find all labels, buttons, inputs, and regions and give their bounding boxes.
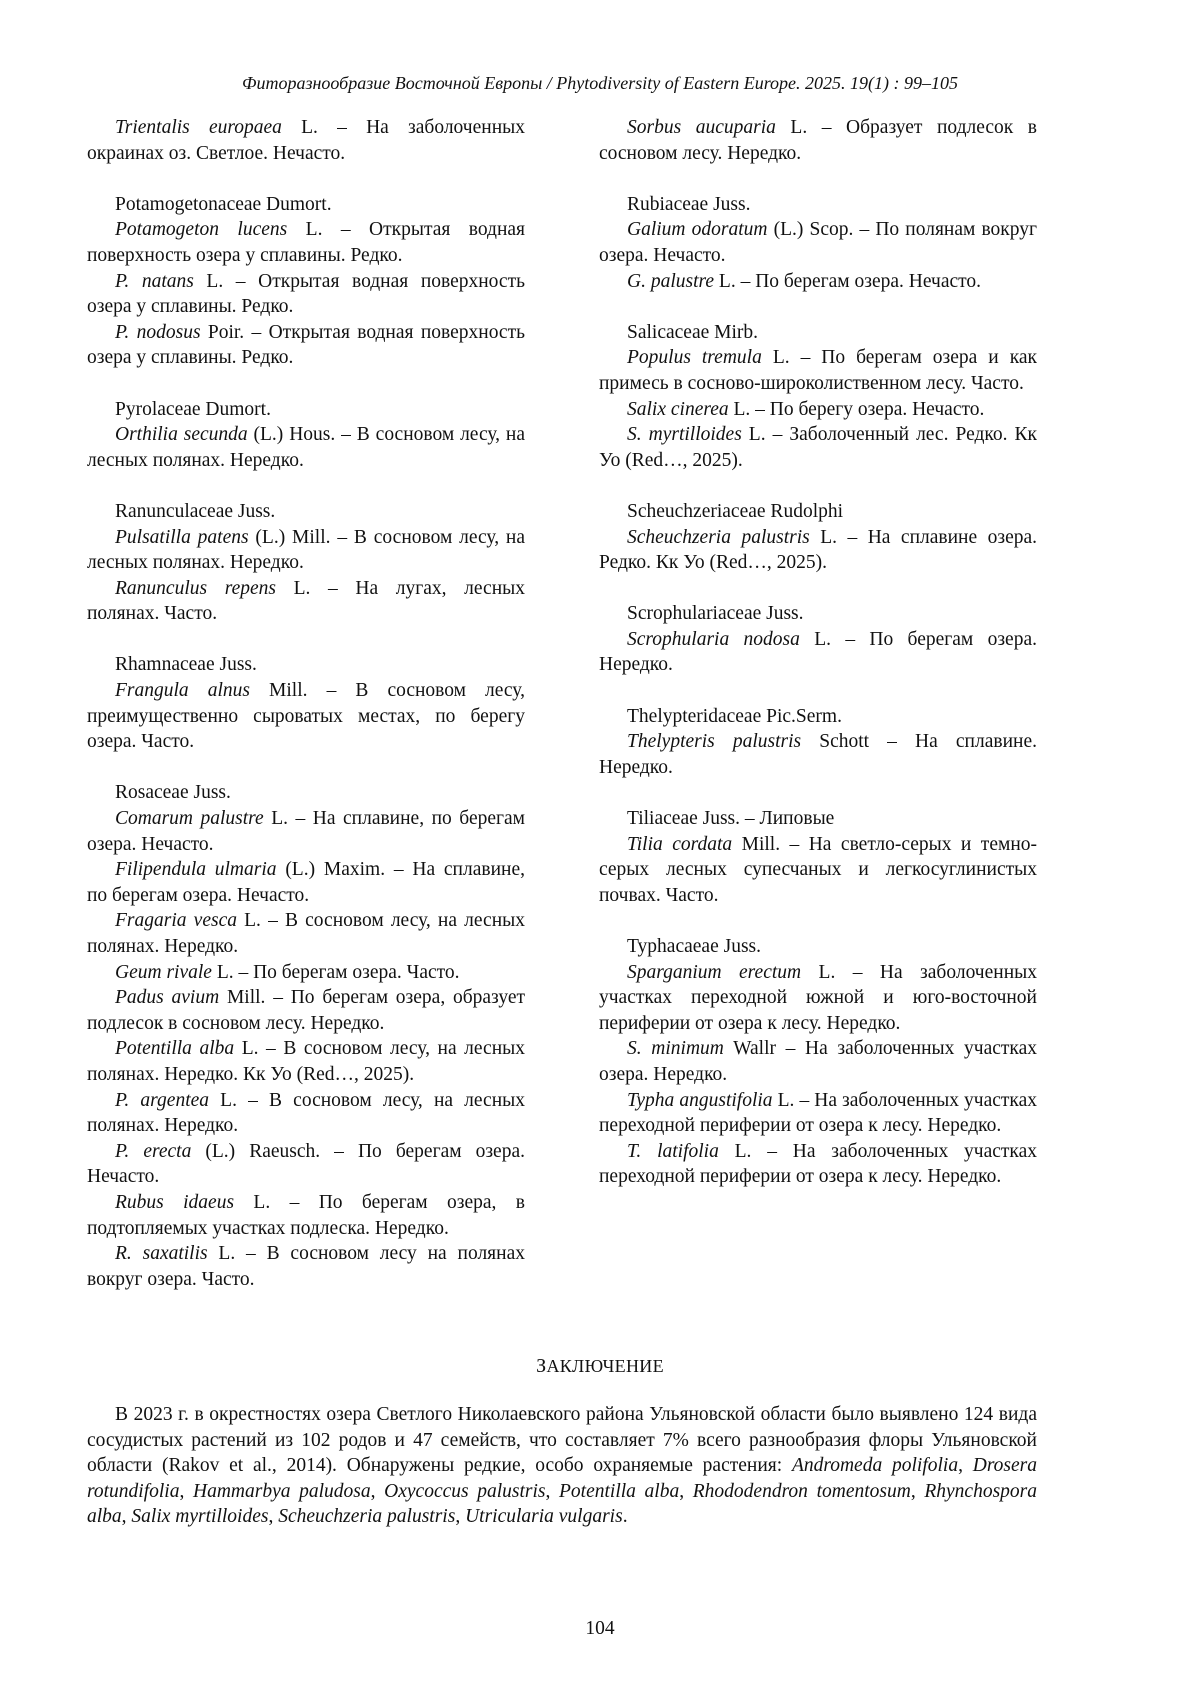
species-entry xyxy=(87,115,525,166)
species-name: Rubus idaeus xyxy=(115,1192,234,1213)
list-separator: , xyxy=(455,1506,465,1527)
species-name: Typha angustifolia xyxy=(627,1090,773,1111)
species-description: L. – Открытая водная поверхность озера у сплавины. Редко. xyxy=(87,271,525,318)
species-description: L. – По берегам озера. Нечасто. xyxy=(714,271,981,292)
family-heading: Thelypteridaceae Pic.Serm. xyxy=(599,704,1037,730)
family-heading: Scheuchzeriaceae Rudolphi xyxy=(599,499,1037,525)
species-description: L. – На заболоченных окраинах оз. Светлое. Нечасто. xyxy=(87,117,525,164)
species-entry xyxy=(87,576,525,627)
species-name: Orthilia secunda xyxy=(115,424,248,445)
species-entry xyxy=(87,908,525,959)
species-description: L. – На сплавине, по берегам озера. Нечасто. xyxy=(87,808,525,855)
species-description: L. – На лугах, лесных полянах. Часто. xyxy=(87,578,525,625)
species-entry xyxy=(599,422,1037,473)
family-heading: Rhamnaceae Juss. xyxy=(87,652,525,678)
page-number: 104 xyxy=(0,1618,1200,1640)
species-entry xyxy=(599,525,1037,576)
species-description: Wallr – На заболоченных участках озера. Нередко. xyxy=(599,1038,1037,1085)
species-name: Filipendula ulmaria xyxy=(115,859,277,880)
species-description: (L.) Mill. – В сосновом лесу, на лесных полянах. Нередко. xyxy=(87,527,525,574)
species-description: Mill. – По берегам озера, образует подлесок в сосновом лесу. Нередко. xyxy=(87,987,525,1034)
protected-species: Rhynchospora alba xyxy=(87,1481,1037,1528)
list-separator: , xyxy=(268,1506,278,1527)
species-name: Scrophularia nodosa xyxy=(627,629,800,650)
protected-species: Oxycoccus palustris xyxy=(384,1481,545,1502)
species-name: T. latifolia xyxy=(627,1141,719,1162)
species-name: G. palustre xyxy=(627,271,714,292)
species-name: Tilia cordata xyxy=(627,834,732,855)
species-entry xyxy=(599,115,1037,166)
species-entry xyxy=(87,525,525,576)
species-entry xyxy=(599,269,1037,295)
species-description: L. – На заболоченных участках переходной периферии от озера к лесу. Нередко. xyxy=(599,1141,1037,1188)
species-name: Scheuchzeria palustris xyxy=(627,527,810,548)
journal-header: Фиторазнообразие Восточной Европы / Phytodiversity of Eastern Europe. 2025. 19(1) : 99–105 xyxy=(0,71,1200,95)
spacer xyxy=(87,166,525,192)
species-name: Salix cinerea xyxy=(627,399,729,420)
species-entry xyxy=(87,1088,525,1139)
spacer xyxy=(87,473,525,499)
section-title-initial: З xyxy=(536,1355,546,1377)
spacer xyxy=(599,576,1037,602)
protected-species: Potentilla alba xyxy=(559,1481,679,1502)
species-entry xyxy=(87,857,525,908)
family-heading: Typhacaeae Juss. xyxy=(599,934,1037,960)
spacer xyxy=(599,166,1037,192)
species-description: (L.) Scop. – По полянам вокруг озера. Нечасто. xyxy=(599,219,1037,266)
family-heading: Potamogetonaceae Dumort. xyxy=(87,192,525,218)
species-description: L. – По берегам озера, в подтопляемых участках подлеска. Нередко. xyxy=(87,1192,525,1239)
list-separator: , xyxy=(546,1481,560,1502)
species-description: (L.) Raeusch. – По берегам озера. Нечасто. xyxy=(87,1141,525,1188)
section-title xyxy=(0,1355,1200,1378)
family-heading: Rosaceae Juss. xyxy=(87,780,525,806)
spacer xyxy=(599,294,1037,320)
species-description: L. – По берегам озера и как примесь в сосново-широколиственном лесу. Часто. xyxy=(599,347,1037,394)
species-name: Potamogeton lucens xyxy=(115,219,287,240)
species-description: L. – По берегам озера. Нередко. xyxy=(599,629,1037,676)
species-description: L. – В сосновом лесу, на лесных полянах. Нередко. xyxy=(87,910,525,957)
species-name: Sparganium erectum xyxy=(627,962,801,983)
species-description: Mill. – В сосновом лесу, преимущественно сыроватых местах, по берегу озера. Часто. xyxy=(87,680,525,752)
conclusion-text: В 2023 г. в окрестностях озера Светлого Николаевского района Ульяновской области было выявлено 124 вида сосудистых растений из 102 родов и 47 семейств, что составляет 7% всего разнообразия флоры Ульяновской области (Rakov et al., 2014). Обнаружены редкие, особо охраняемые растения: xyxy=(87,1404,1037,1476)
species-description: L. – Заболоченный лес. Редко. Кк Уо (Red…, 2025). xyxy=(599,424,1037,471)
protected-species: Scheuchzeria palustris xyxy=(278,1506,455,1527)
species-name: Frangula alnus xyxy=(115,680,250,701)
species-entry xyxy=(599,397,1037,423)
family-heading: Rubiaceae Juss. xyxy=(599,192,1037,218)
list-separator: , xyxy=(679,1481,693,1502)
species-entry xyxy=(87,422,525,473)
species-description: L. – По берегам озера. Часто. xyxy=(212,962,460,983)
species-description: L. – В сосновом лесу на полянах вокруг озера. Часто. xyxy=(87,1243,525,1290)
list-separator: , xyxy=(371,1481,385,1502)
species-name: Galium odoratum xyxy=(627,219,767,240)
species-name: S. minimum xyxy=(627,1038,724,1059)
right-column xyxy=(599,115,1037,1190)
list-separator: , xyxy=(122,1506,132,1527)
spacer xyxy=(599,780,1037,806)
species-entry xyxy=(87,1036,525,1087)
list-separator: , xyxy=(958,1455,973,1476)
species-description: (L.) Hous. – В сосновом лесу, на лесных полянах. Нередко. xyxy=(87,424,525,471)
species-entry xyxy=(599,217,1037,268)
family-heading: Salicaceae Mirb. xyxy=(599,320,1037,346)
species-description: L. – Открытая водная поверхность озера у сплавины. Редко. xyxy=(87,219,525,266)
species-entry xyxy=(87,217,525,268)
species-name: Geum rivale xyxy=(115,962,212,983)
protected-species: Rhododendron tomentosum xyxy=(693,1481,911,1502)
species-entry xyxy=(599,1088,1037,1139)
spacer xyxy=(87,755,525,781)
species-entry xyxy=(87,1241,525,1292)
species-name: Padus avium xyxy=(115,987,219,1008)
species-entry xyxy=(599,960,1037,1037)
species-name: R. saxatilis xyxy=(115,1243,208,1264)
species-description: Poir. – Открытая водная поверхность озера у сплавины. Редко. xyxy=(87,322,525,369)
species-entry xyxy=(599,627,1037,678)
species-name: Sorbus aucuparia xyxy=(627,117,776,138)
species-entry xyxy=(87,1190,525,1241)
species-name: Potentilla alba xyxy=(115,1038,234,1059)
species-entry xyxy=(87,320,525,371)
left-column xyxy=(87,115,525,1292)
protected-species: Andromeda polifolia xyxy=(792,1455,958,1476)
species-name: Comarum palustre xyxy=(115,808,264,829)
species-entry xyxy=(599,1139,1037,1190)
species-description: L. – В сосновом лесу, на лесных полянах. Нередко. Кк Уо (Red…, 2025). xyxy=(87,1038,525,1085)
species-description: L. – На заболоченных участках переходной южной и юго-восточной периферии от озера к лесу. Нередко. xyxy=(599,962,1037,1034)
family-heading: Pyrolaceae Dumort. xyxy=(87,397,525,423)
species-description: (L.) Maxim. – На сплавине, по берегам озера. Нечасто. xyxy=(87,859,525,906)
species-name: Populus tremula xyxy=(627,347,762,368)
list-separator: , xyxy=(911,1481,925,1502)
spacer xyxy=(87,371,525,397)
species-name: P. natans xyxy=(115,271,194,292)
protected-species: Drosera rotundifolia xyxy=(87,1455,1037,1502)
species-name: Trientalis europaea xyxy=(115,117,282,138)
species-entry xyxy=(599,1036,1037,1087)
species-name: Thelypteris palustris xyxy=(627,731,801,752)
species-description: Schott – На сплавине. Нередко. xyxy=(599,731,1037,778)
spacer xyxy=(599,908,1037,934)
spacer xyxy=(599,473,1037,499)
species-entry xyxy=(87,985,525,1036)
species-description: L. – По берегу озера. Нечасто. xyxy=(729,399,985,420)
list-separator: , xyxy=(179,1481,193,1502)
family-heading: Scrophulariaceae Juss. xyxy=(599,601,1037,627)
species-name: Pulsatilla patens xyxy=(115,527,249,548)
species-entry xyxy=(599,729,1037,780)
species-name: S. myrtilloides xyxy=(627,424,742,445)
conclusion-paragraph xyxy=(87,1402,1037,1530)
spacer xyxy=(599,678,1037,704)
species-description: Mill. – На светло-серых и темно-серых лесных супесчаных и легкосуглинистых почвах. Часто. xyxy=(599,834,1037,906)
species-entry xyxy=(87,1139,525,1190)
species-entry xyxy=(599,345,1037,396)
species-entry xyxy=(87,678,525,755)
species-name: P. argentea xyxy=(115,1090,209,1111)
species-description: L. – На заболоченных участках переходной периферии от озера к лесу. Нередко. xyxy=(599,1090,1037,1137)
family-heading: Ranunculaceae Juss. xyxy=(87,499,525,525)
protected-species: Utricularia vulgaris xyxy=(465,1506,623,1527)
species-entry xyxy=(87,269,525,320)
species-description: L. – В сосновом лесу, на лесных полянах. Нередко. xyxy=(87,1090,525,1137)
species-description: L. – Образует подлесок в сосновом лесу. Нередко. xyxy=(599,117,1037,164)
family-heading: Tiliaceae Juss. – Липовые xyxy=(599,806,1037,832)
species-entry xyxy=(87,960,525,986)
species-name: P. erecta xyxy=(115,1141,191,1162)
species-name: P. nodosus xyxy=(115,322,201,343)
spacer xyxy=(87,627,525,653)
conclusion-end: . xyxy=(623,1506,628,1527)
protected-species: Hammarbya paludosa xyxy=(193,1481,371,1502)
species-entry xyxy=(87,806,525,857)
species-description: L. – На сплавине озера. Редко. Кк Уо (Red…, 2025). xyxy=(599,527,1037,574)
species-name: Ranunculus repens xyxy=(115,578,276,599)
species-name: Fragaria vesca xyxy=(115,910,237,931)
section-title-rest: АКЛЮЧЕНИЕ xyxy=(546,1356,663,1376)
species-entry xyxy=(599,832,1037,909)
protected-species: Salix myrtilloides xyxy=(131,1506,268,1527)
